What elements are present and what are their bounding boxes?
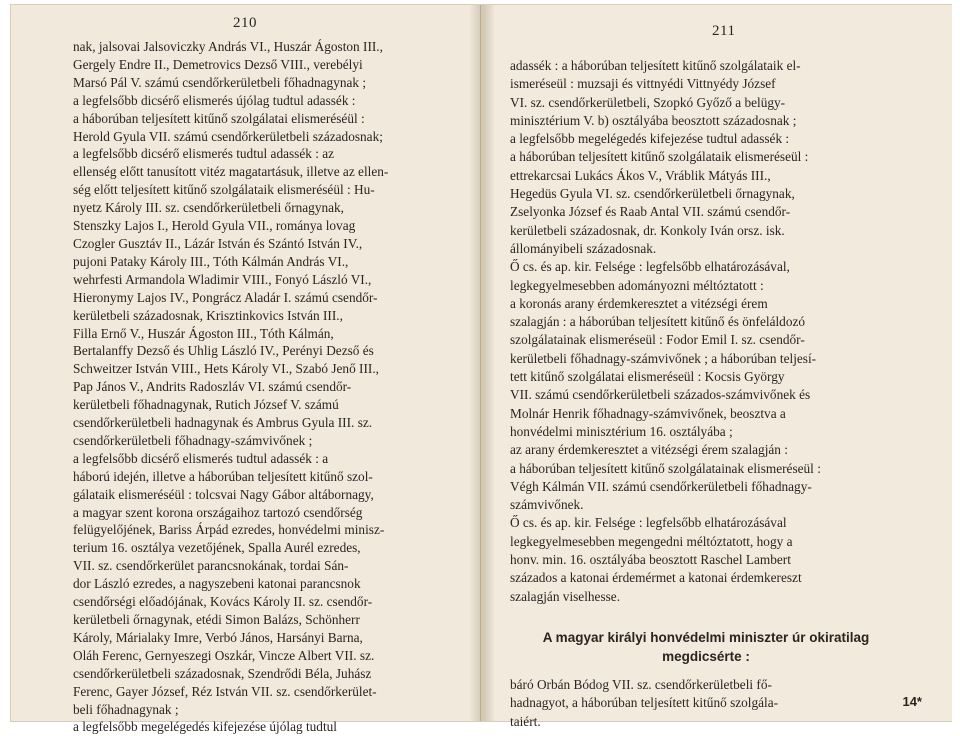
text-line: VI. sz. csendőrkerületbeli, Szopkó Győző a belügy- [510,94,786,110]
text-line: hadnagyot, a háborúban teljesített kitűnő szolgála- [510,695,779,711]
text-line: Ferenc, Gayer József, Réz István VII. sz. csendőrkerület- [73,683,377,699]
text-line: szolgálatainak elismeréseül : Fodor Emil I. sz. csendőr- [510,332,805,348]
text-line: taiért. [510,713,541,729]
book-spread [10,4,952,735]
text-line: nak, jalsovai Jalsoviczky András VI., Huszár Ágoston III., [73,39,383,54]
text-line: a legfelsőbb dicsérő elismerés tudtul adassék : az [73,146,335,162]
text-line: a háborúban teljesített kitűnő szolgálatainak elismeréseül : [510,460,821,476]
text-line: Stenszky Lajos I., Herold Gyula VII., románya lovag [73,218,356,234]
text-line: báró Orbán Bódog VII. sz. csendőrkerületbeli fő- [510,676,772,692]
text-line: kerületbeli főhadnagynak, Rutich József V. számú [73,397,339,413]
text-line: minisztérium V. b) osztályába beosztott századosnak ; [510,112,797,128]
text-line: kerületbeli századosnak, Krisztinkovics István III., [73,307,343,323]
text-line: Gergely Endre II., Demetrovics Dezső VIII., verebélyi [73,56,363,72]
text-line: a legfelsőbb dicsérő elismerés újólag tudtul adassék : [73,92,356,108]
text-line: Molnár Henrik főhadnagy-számvivőnek, beosztva a [510,405,786,421]
text-line: az arany érdemkeresztet a vitézségi érem szalagján : [510,442,788,458]
page-number: 210 [233,15,257,31]
text-line: Ő cs. és ap. kir. Felsége : legfelsőbb elhatározásával, [510,259,790,275]
text-line: adassék : a háborúban teljesített kitűnő szolgálataik el- [510,58,801,73]
text-line: nyetz Károly III. sz. csendőrkerületbeli őrnagynak, [73,200,345,216]
text-line: háború idején, illetve a háborúban teljesített kitűnő szol- [73,468,373,484]
text-line: wehrfesti Armandola Wladimir VIII., Fonyó László VI., [73,271,372,287]
text-line: Pap János V., Andrits Radoszláv VI. számú csendőr- [73,379,352,395]
text-line: kerületbeli őrnagynak, etédi Simon Balázs, Schönherr [73,612,360,627]
text-line: ismeréseül : muzsaji és vittnyédi Vittnyédy József [510,76,776,92]
text-line: dor László ezredes, a nagyszebeni katonai parancsnok [73,576,361,592]
text-line: Zselyonka József és Raab Antal VII. számú csendőr- [510,204,791,220]
text-line: Schweitzer István VIII., Hets Károly VI., Szabó Jenő III., [73,361,379,377]
text-line: ség előtt teljesített kitűnő szolgálataik elismeréséül : Hu- [73,182,375,198]
text-line: gálataik elismeréséül : tolcsvai Nagy Gábor altábornagy, [73,486,374,502]
page-number: 211 [712,23,736,39]
text-line: a háborúban teljesített kitűnő szolgálatai elismeréséül : [73,110,365,126]
text-line: Hieronymy Lajos IV., Pongrácz Aladár I. számú csendőr- [73,289,378,305]
text-line: felügyelőjének, Bariss Árpád ezredes, honvédelmi minisz- [73,522,385,538]
text-line: a háborúban teljesített kitűnő szolgálataik elismeréseül : [510,149,809,165]
text-line: tett kitűnő szolgálatai elismeréseül : Kocsis György [510,369,785,385]
text-line: csendőrségi előadójának, Kovács Károly II. sz. csendőr- [73,594,373,610]
right-page-text [510,57,902,731]
text-line: számvivőnek. [510,497,584,513]
text-line: csendőrkerületbeli főhadnagy-számvivőnek ; [73,432,313,448]
text-line: szalagján : a háborúban teljesített kitűnő és önfeláldozó [510,314,806,330]
text-line: VII. számú csendőrkerületbeli százados-számvivőnek és [510,387,811,403]
text-line: a koronás arany érdemkeresztet a vitézségi érem [510,295,768,311]
text-line: Filla Ernő V., Huszár Ágoston III., Tóth Kálmán, [73,325,334,341]
text-line: kerületbeli főhadnagy-számvivőnek ; a háborúban teljesí- [510,350,817,366]
text-line: Károly, Márialaky Imre, Verbó János, Harsányi Barna, [73,629,363,645]
text-line: ellenség előtt tanusított vitéz magatartásuk, illetve az ellen- [73,164,389,180]
text-line: terium 16. osztálya vezetőjének, Spalla Aurél ezredes, [73,540,361,556]
text-line: honv. min. 16. osztályába beosztott Raschel Lambert [510,552,791,568]
text-line: VII. sz. csendőrkerület parancsnokának, tordai Sán- [73,558,349,574]
text-line: Herold Gyula VII. számú csendőrkerületbeli századosnak; [73,128,383,144]
section-heading: A magyar királyi honvédelmi miniszter úr okiratilag megdicsérte : [542,629,870,664]
text-line: Ő cs. és ap. kir. Felsége : legfelsőbb elhatározásával [510,515,787,531]
text-line: Végh Kálmán VII. számú csendőrkerületbeli főhadnagy- [510,478,812,494]
text-line: Marsó Pál V. számú csendőrkerületbeli főhadnagynak ; [73,74,367,90]
left-page-text [73,38,465,736]
text-line: ettrekarcsai Lukács Ákos V., Vráblik Mátyás III., [510,167,771,183]
text-line: a legfelsőbb dicsérő elismerés tudtul adassék : a [73,450,329,466]
text-line: állományibeli századosnak. [510,240,657,256]
text-line: kerületbeli századosnak, dr. Konkoly Iván orsz. isk. [510,222,785,238]
signature-mark: 14* [902,694,922,709]
text-line: beli főhadnagynak ; [73,701,179,717]
text-line: szalagján viselhesse. [510,588,621,604]
text-line: Hegedüs Gyula VI. sz. csendőrkerületbeli őrnagynak, [510,186,795,202]
text-line: csendőrkerületbeli hadnagynak és Ambrus Gyula III. sz. [73,415,373,431]
text-line: legkegyelmesebben megengedni méltóztatott, hogy a [510,533,793,549]
left-page [11,5,481,735]
text-line: honvédelmi minisztérium 16. osztályába ; [510,423,733,439]
text-line: Oláh Ferenc, Gernyeszegi Oszkár, Vincze Albert VII. sz. [73,647,375,663]
text-line: csendőrkerületbeli századosnak, Szendrődi Béla, Juhász [73,665,372,681]
text-line: a legfelsőbb megelégedés kifejezése újólag tudtul [73,719,337,735]
text-line: a magyar szent korona országaihoz tartozó csendőrség [73,504,363,520]
text-line: Czogler Gusztáv II., Lázár István és Szántó István IV., [73,235,363,251]
right-page [482,5,952,729]
text-line: Bertalanffy Dezső és Uhlig László IV., Perényi Dezső és [73,343,374,359]
text-line: százados a katonai érdemérmet a katonai érdemkereszt [510,570,802,586]
text-line: legkegyelmesebben adományozni méltóztatott : [510,277,764,293]
text-line: a legfelsőbb megelégedés kifejezése tudtul adassék : [510,131,790,147]
text-line: pujoni Pataky Károly III., Tóth Kálmán András VI., [73,253,349,269]
